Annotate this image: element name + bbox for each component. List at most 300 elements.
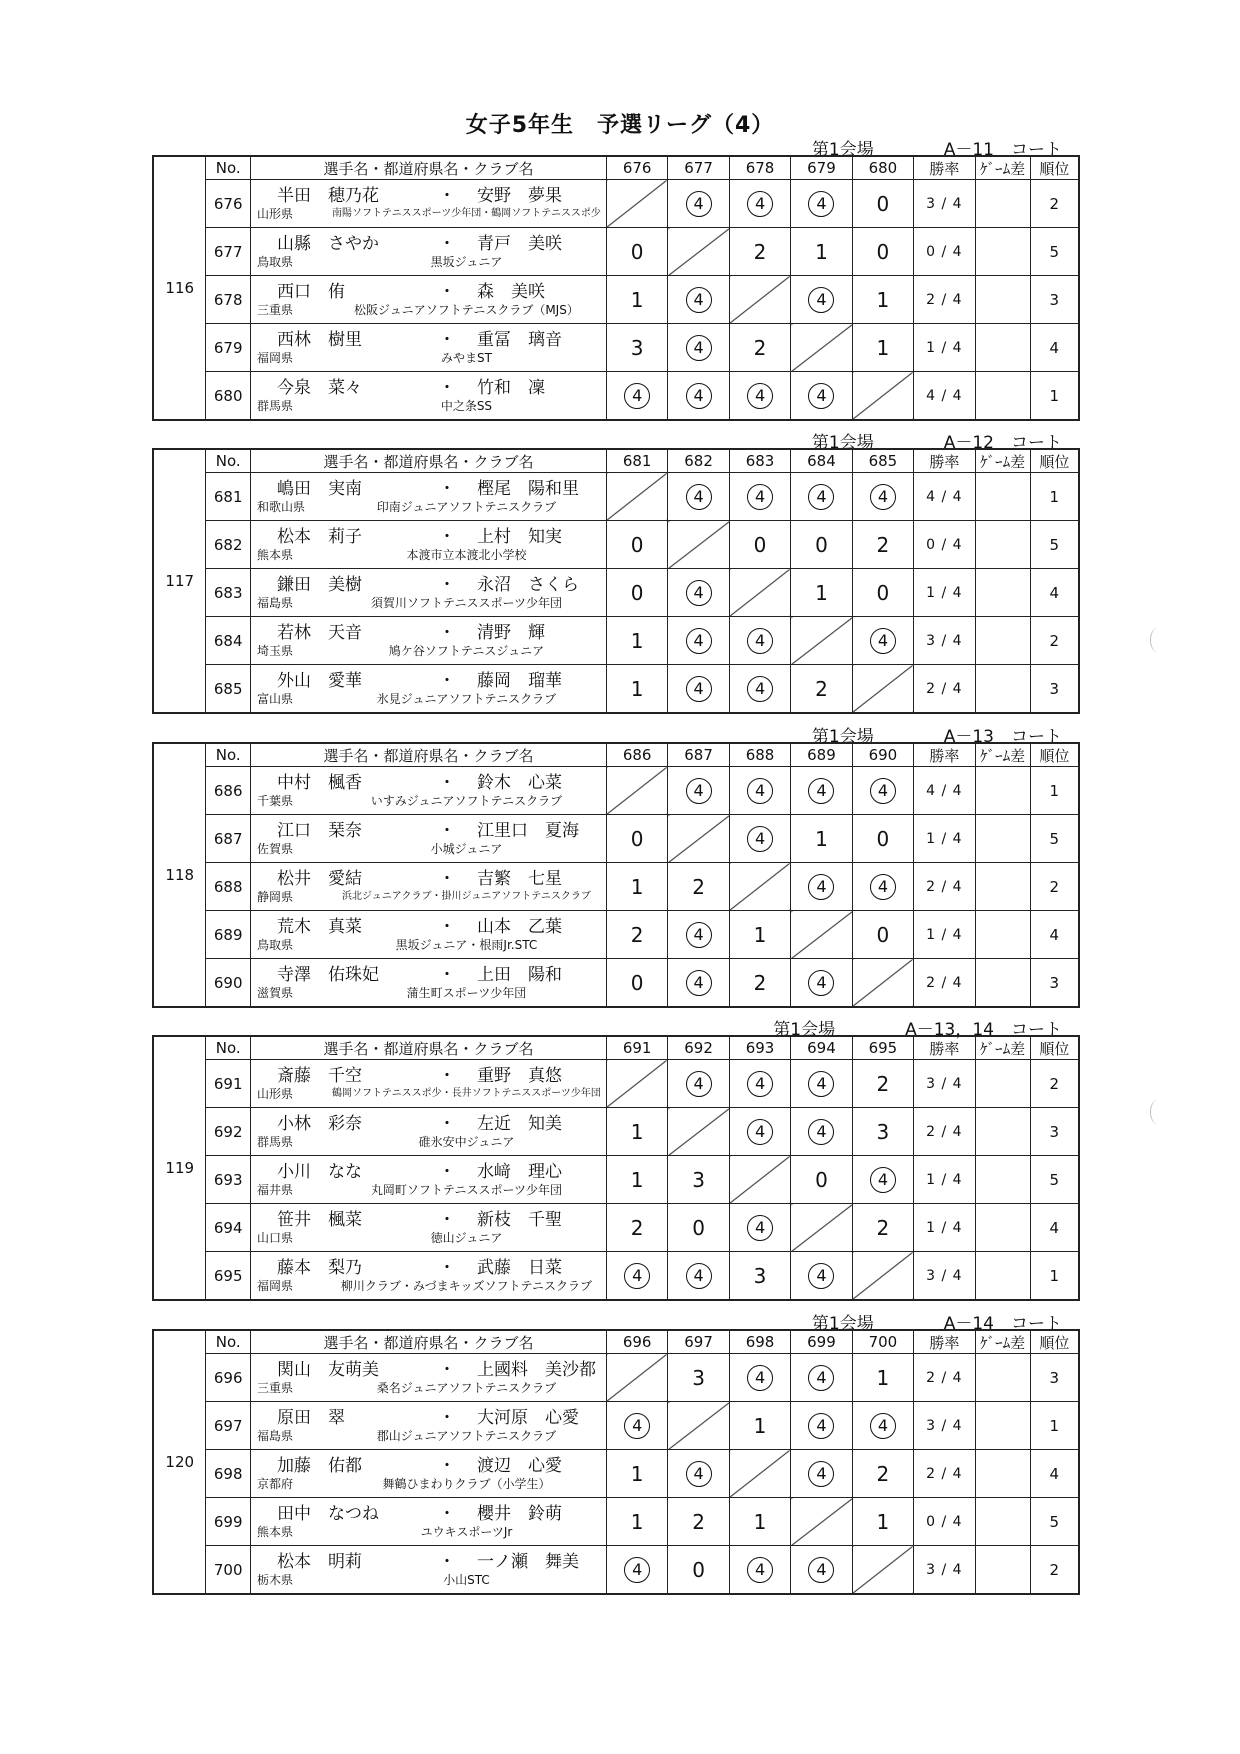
win-rate: 4 / 4 (914, 767, 975, 815)
self-match-cell (606, 473, 667, 521)
win-rate: 2 / 4 (914, 665, 975, 714)
group-cell: 117 (153, 449, 206, 713)
player-name: 藤本 梨乃 (276, 1257, 362, 1278)
match-result: 0 (729, 521, 790, 569)
match-result: 1 (791, 228, 852, 276)
match-result: 2 (729, 959, 790, 1008)
player-name: 重野 真悠 (476, 1065, 562, 1086)
game-diff (975, 1450, 1030, 1498)
win-rate: 2 / 4 (914, 1108, 975, 1156)
punch-hole-mark (1150, 1100, 1165, 1124)
rank-header: 順位 (1030, 449, 1079, 473)
match-result: 1 (606, 617, 667, 665)
prefecture: 山口県 (256, 1230, 293, 1245)
court-name: A－11 コート (943, 140, 1062, 160)
game-diff (975, 863, 1030, 911)
table-row (153, 569, 1079, 617)
player-cell (250, 180, 606, 228)
venue-label (811, 1309, 1062, 1334)
pair-names (251, 1066, 606, 1086)
self-match-cell (791, 1498, 852, 1546)
player-name: 外山 愛華 (276, 670, 362, 691)
entry-number: 682 (206, 521, 250, 569)
rank-header: 順位 (1030, 1036, 1079, 1060)
game-diff (975, 1402, 1030, 1450)
match-result: 0 (791, 1156, 852, 1204)
pair-names (251, 1162, 606, 1182)
player-info (251, 350, 606, 366)
match-result: 0 (606, 815, 667, 863)
entry-number: 697 (206, 1402, 250, 1450)
rank: 5 (1030, 521, 1079, 569)
match-result-win (791, 1450, 852, 1498)
no-header: No. (206, 1036, 250, 1060)
match-result-win (791, 372, 852, 421)
club-name: 舞鶴ひまわりクラブ（小学生） (382, 1476, 551, 1491)
win-rate: 1 / 4 (914, 1204, 975, 1252)
game-diff (975, 1546, 1030, 1595)
rank: 4 (1030, 1204, 1079, 1252)
match-result-win (791, 180, 852, 228)
match-result-win (668, 372, 729, 421)
pair-names (251, 1456, 606, 1476)
prefecture: 福島県 (256, 595, 293, 610)
game-diff-header: ｹﾞｰﾑ差 (975, 1036, 1030, 1060)
match-result-win (668, 1450, 729, 1498)
opponent-header: 691 (606, 1036, 667, 1060)
player-name: 小川 なな (276, 1161, 362, 1182)
player-info (251, 691, 606, 707)
match-result-win (668, 473, 729, 521)
entry-number: 676 (206, 180, 250, 228)
pair-names (251, 330, 606, 350)
match-result-win (668, 665, 729, 714)
player-header: 選手名・都道府県名・クラブ名 (250, 156, 606, 180)
opponent-header: 697 (668, 1330, 729, 1354)
win-mark: 4 (747, 191, 773, 217)
pair-names (251, 917, 606, 937)
win-mark: 4 (808, 778, 834, 804)
rank: 4 (1030, 324, 1079, 372)
club-name: 中之条SS (440, 398, 493, 413)
player-name: 山本 乙葉 (476, 916, 562, 937)
rank: 1 (1030, 767, 1079, 815)
win-mark: 4 (747, 628, 773, 654)
no-header: No. (206, 1330, 250, 1354)
club-name: 桑名ジュニアソフトテニスクラブ (376, 1380, 557, 1395)
player-cell (250, 959, 606, 1008)
player-cell (250, 1204, 606, 1252)
entry-number: 685 (206, 665, 250, 714)
table-row (153, 228, 1079, 276)
pair-names (251, 575, 606, 595)
entry-number: 695 (206, 1252, 250, 1301)
self-match-cell (852, 1546, 913, 1595)
self-match-cell (852, 665, 913, 714)
win-rate: 0 / 4 (914, 1498, 975, 1546)
opponent-header: 687 (668, 743, 729, 767)
win-rate: 4 / 4 (914, 473, 975, 521)
league-table (152, 448, 1080, 714)
win-mark: 4 (808, 1365, 834, 1391)
player-name: 松井 愛結 (276, 868, 362, 889)
game-diff (975, 665, 1030, 714)
player-info (251, 1428, 606, 1444)
separator: ・ (438, 574, 456, 595)
pair-names (251, 1210, 606, 1230)
match-result: 2 (791, 665, 852, 714)
win-rate: 3 / 4 (914, 180, 975, 228)
game-diff (975, 180, 1030, 228)
win-mark: 4 (808, 383, 834, 409)
win-mark: 4 (686, 484, 712, 510)
game-diff (975, 372, 1030, 421)
opponent-header: 694 (791, 1036, 852, 1060)
entry-number: 683 (206, 569, 250, 617)
rank: 3 (1030, 665, 1079, 714)
match-result-win (606, 1402, 667, 1450)
rank: 1 (1030, 473, 1079, 521)
match-result: 3 (606, 324, 667, 372)
win-mark: 4 (808, 1263, 834, 1289)
match-result: 0 (791, 521, 852, 569)
player-info (251, 643, 606, 659)
separator: ・ (438, 1407, 456, 1428)
pair-names (251, 965, 606, 985)
win-mark: 4 (686, 778, 712, 804)
match-result: 2 (668, 1498, 729, 1546)
separator: ・ (438, 526, 456, 547)
player-cell (250, 1108, 606, 1156)
separator: ・ (438, 1113, 456, 1134)
win-rate: 3 / 4 (914, 1402, 975, 1450)
match-result-win (791, 1354, 852, 1402)
separator: ・ (438, 916, 456, 937)
player-cell (250, 521, 606, 569)
player-info (251, 254, 606, 270)
entry-number: 686 (206, 767, 250, 815)
win-mark: 4 (686, 676, 712, 702)
match-result-win (791, 1108, 852, 1156)
match-result-win (852, 1402, 913, 1450)
rank: 4 (1030, 1450, 1079, 1498)
player-name: 一ノ瀬 舞美 (476, 1551, 579, 1572)
match-result-win (791, 959, 852, 1008)
club-name: 黒坂ジュニア (430, 254, 503, 269)
rank: 5 (1030, 815, 1079, 863)
win-rate: 3 / 4 (914, 1060, 975, 1108)
rank: 4 (1030, 911, 1079, 959)
table-row (153, 863, 1079, 911)
player-info (251, 1086, 606, 1102)
player-cell (250, 569, 606, 617)
rank: 3 (1030, 959, 1079, 1008)
rank: 1 (1030, 372, 1079, 421)
player-cell (250, 228, 606, 276)
match-result: 1 (606, 1498, 667, 1546)
win-mark: 4 (686, 922, 712, 948)
match-result-win (606, 1546, 667, 1595)
pair-names (251, 1258, 606, 1278)
pair-names (251, 1552, 606, 1572)
match-result-win (852, 473, 913, 521)
opponent-header: 684 (791, 449, 852, 473)
self-match-cell (852, 372, 913, 421)
win-mark: 4 (624, 1263, 650, 1289)
rank-header: 順位 (1030, 156, 1079, 180)
player-cell (250, 665, 606, 714)
opponent-header: 688 (729, 743, 790, 767)
player-name: 山縣 さやか (276, 233, 379, 254)
win-mark: 4 (870, 628, 896, 654)
win-rate: 4 / 4 (914, 372, 975, 421)
separator: ・ (438, 1503, 456, 1524)
entry-number: 689 (206, 911, 250, 959)
player-cell (250, 276, 606, 324)
rank: 2 (1030, 1546, 1079, 1595)
player-cell (250, 815, 606, 863)
table-row (153, 1546, 1079, 1595)
player-name: 青戸 美咲 (476, 233, 562, 254)
player-info (251, 499, 606, 515)
player-name: 田中 なつね (276, 1503, 379, 1524)
entry-number: 696 (206, 1354, 250, 1402)
group-cell: 118 (153, 743, 206, 1007)
rank: 5 (1030, 1156, 1079, 1204)
match-result: 1 (606, 1156, 667, 1204)
player-name: 西林 樹里 (276, 329, 362, 350)
win-rate: 1 / 4 (914, 324, 975, 372)
match-result: 1 (852, 1498, 913, 1546)
game-diff (975, 959, 1030, 1008)
match-result: 2 (852, 1204, 913, 1252)
group-cell: 120 (153, 1330, 206, 1594)
player-name: 江里口 夏海 (476, 820, 579, 841)
match-result-win (791, 473, 852, 521)
opponent-header: 680 (852, 156, 913, 180)
match-result-win (852, 767, 913, 815)
entry-number: 690 (206, 959, 250, 1008)
club-name: 柳川クラブ・みづまキッズソフトテニスクラブ (340, 1278, 592, 1293)
table-row (153, 911, 1079, 959)
opponent-header: 695 (852, 1036, 913, 1060)
league-table (152, 1035, 1080, 1301)
win-rate: 2 / 4 (914, 1354, 975, 1402)
win-mark: 4 (624, 1557, 650, 1583)
pair-names (251, 282, 606, 302)
club-name: 本渡市立本渡北小学校 (406, 547, 527, 562)
entry-number: 684 (206, 617, 250, 665)
pair-names (251, 623, 606, 643)
match-result: 2 (606, 1204, 667, 1252)
prefecture: 佐賀県 (256, 841, 293, 856)
player-name: 竹和 凜 (476, 377, 545, 398)
win-mark: 4 (808, 191, 834, 217)
player-info (251, 1134, 606, 1150)
rank: 5 (1030, 228, 1079, 276)
win-rate: 2 / 4 (914, 276, 975, 324)
player-info (251, 841, 606, 857)
win-mark: 4 (747, 1365, 773, 1391)
match-result-win (668, 1252, 729, 1301)
table-row (153, 372, 1079, 421)
club-name: 郡山ジュニアソフトテニスクラブ (376, 1428, 557, 1443)
win-mark: 4 (808, 1071, 834, 1097)
player-cell (250, 767, 606, 815)
player-info (251, 547, 606, 563)
player-name: 森 美咲 (476, 281, 545, 302)
match-result: 0 (606, 228, 667, 276)
no-header: No. (206, 743, 250, 767)
prefecture: 滋賀県 (256, 985, 293, 1000)
prefecture: 福岡県 (256, 350, 293, 365)
club-name: 南陽ソフトテニススポーツ少年団・鶴岡ソフトテニススポ少 (332, 207, 601, 219)
win-mark: 4 (747, 484, 773, 510)
prefecture: 群馬県 (256, 1134, 293, 1149)
venue-label (811, 722, 1062, 747)
match-result: 1 (729, 1498, 790, 1546)
player-name: 武藤 日菜 (476, 1257, 562, 1278)
player-cell (250, 1060, 606, 1108)
venue-name: 第1会場 (773, 1020, 836, 1040)
player-cell (250, 617, 606, 665)
win-rate: 2 / 4 (914, 959, 975, 1008)
player-name: 左近 知美 (476, 1113, 562, 1134)
prefecture: 鳥取県 (256, 254, 293, 269)
opponent-header: 696 (606, 1330, 667, 1354)
match-result: 1 (729, 1402, 790, 1450)
match-result-win (729, 1546, 790, 1595)
match-result: 3 (668, 1156, 729, 1204)
self-match-cell (668, 815, 729, 863)
player-info (251, 398, 606, 414)
table-row (153, 1108, 1079, 1156)
venue-name: 第1会場 (811, 140, 874, 160)
game-diff (975, 911, 1030, 959)
match-result: 2 (606, 911, 667, 959)
match-result-win (668, 911, 729, 959)
separator: ・ (438, 1455, 456, 1476)
match-result-win (668, 959, 729, 1008)
match-result: 1 (729, 911, 790, 959)
table-row (153, 767, 1079, 815)
pair-names (251, 479, 606, 499)
win-mark: 4 (808, 1119, 834, 1145)
win-mark: 4 (808, 1461, 834, 1487)
prefecture: 栃木県 (256, 1572, 293, 1587)
club-name: 鶴岡ソフトテニススポ少・長井ソフトテニススポーツ少年団 (332, 1087, 601, 1099)
rank: 2 (1030, 180, 1079, 228)
match-result-win (729, 1204, 790, 1252)
win-mark: 4 (870, 1413, 896, 1439)
venue-label (811, 428, 1062, 453)
win-mark: 4 (686, 287, 712, 313)
separator: ・ (438, 670, 456, 691)
win-rate-header: 勝率 (914, 1036, 975, 1060)
match-result: 0 (852, 911, 913, 959)
club-name: 松阪ジュニアソフトテニスクラブ（MJS） (354, 302, 579, 317)
self-match-cell (729, 1450, 790, 1498)
rank: 2 (1030, 863, 1079, 911)
separator: ・ (438, 233, 456, 254)
game-diff-header: ｹﾞｰﾑ差 (975, 449, 1030, 473)
table-row (153, 1204, 1079, 1252)
table-row (153, 1060, 1079, 1108)
page-title: 女子5年生 予選リーグ（4） (465, 113, 775, 138)
entry-number: 694 (206, 1204, 250, 1252)
game-diff (975, 473, 1030, 521)
separator: ・ (438, 772, 456, 793)
win-mark: 4 (747, 1557, 773, 1583)
rank: 5 (1030, 1498, 1079, 1546)
club-name: 須賀川ソフトテニススポーツ少年団 (370, 595, 562, 610)
match-result: 0 (668, 1546, 729, 1595)
player-name: 笹井 楓菜 (276, 1209, 362, 1230)
opponent-header: 685 (852, 449, 913, 473)
win-mark: 4 (686, 1461, 712, 1487)
player-name: 西口 侑 (276, 281, 345, 302)
header-row (153, 449, 1079, 473)
prefecture: 福島県 (256, 1428, 293, 1443)
player-name: 松本 莉子 (276, 526, 362, 547)
win-rate: 0 / 4 (914, 521, 975, 569)
match-result-win (729, 473, 790, 521)
player-info (251, 1182, 606, 1198)
table-row (153, 276, 1079, 324)
club-name: 小山STC (443, 1572, 490, 1587)
match-result-win (791, 1252, 852, 1301)
game-diff (975, 228, 1030, 276)
win-mark: 4 (686, 335, 712, 361)
entry-number: 693 (206, 1156, 250, 1204)
self-match-cell (606, 1354, 667, 1402)
player-info (251, 937, 606, 953)
player-name: 斎藤 千空 (276, 1065, 362, 1086)
win-rate: 3 / 4 (914, 1252, 975, 1301)
header-row (153, 743, 1079, 767)
match-result-win (729, 767, 790, 815)
pair-names (251, 869, 606, 889)
table-row (153, 180, 1079, 228)
opponent-header: 700 (852, 1330, 913, 1354)
game-diff (975, 1108, 1030, 1156)
match-result: 0 (852, 815, 913, 863)
club-name: 徳山ジュニア (430, 1230, 503, 1245)
win-rate: 1 / 4 (914, 569, 975, 617)
match-result: 2 (668, 863, 729, 911)
entry-number: 678 (206, 276, 250, 324)
self-match-cell (606, 1060, 667, 1108)
court-name: A－12 コート (943, 433, 1062, 453)
win-rate: 0 / 4 (914, 228, 975, 276)
separator: ・ (438, 1161, 456, 1182)
rank: 2 (1030, 1060, 1079, 1108)
rank: 1 (1030, 1402, 1079, 1450)
match-result-win (729, 180, 790, 228)
game-diff-header: ｹﾞｰﾑ差 (975, 743, 1030, 767)
opponent-header: 676 (606, 156, 667, 180)
win-mark: 4 (870, 484, 896, 510)
self-match-cell (729, 276, 790, 324)
win-mark: 4 (686, 628, 712, 654)
win-mark: 4 (686, 580, 712, 606)
win-mark: 4 (686, 383, 712, 409)
header-row (153, 1036, 1079, 1060)
game-diff-header: ｹﾞｰﾑ差 (975, 156, 1030, 180)
pair-names (251, 773, 606, 793)
win-mark: 4 (686, 970, 712, 996)
win-mark: 4 (747, 778, 773, 804)
